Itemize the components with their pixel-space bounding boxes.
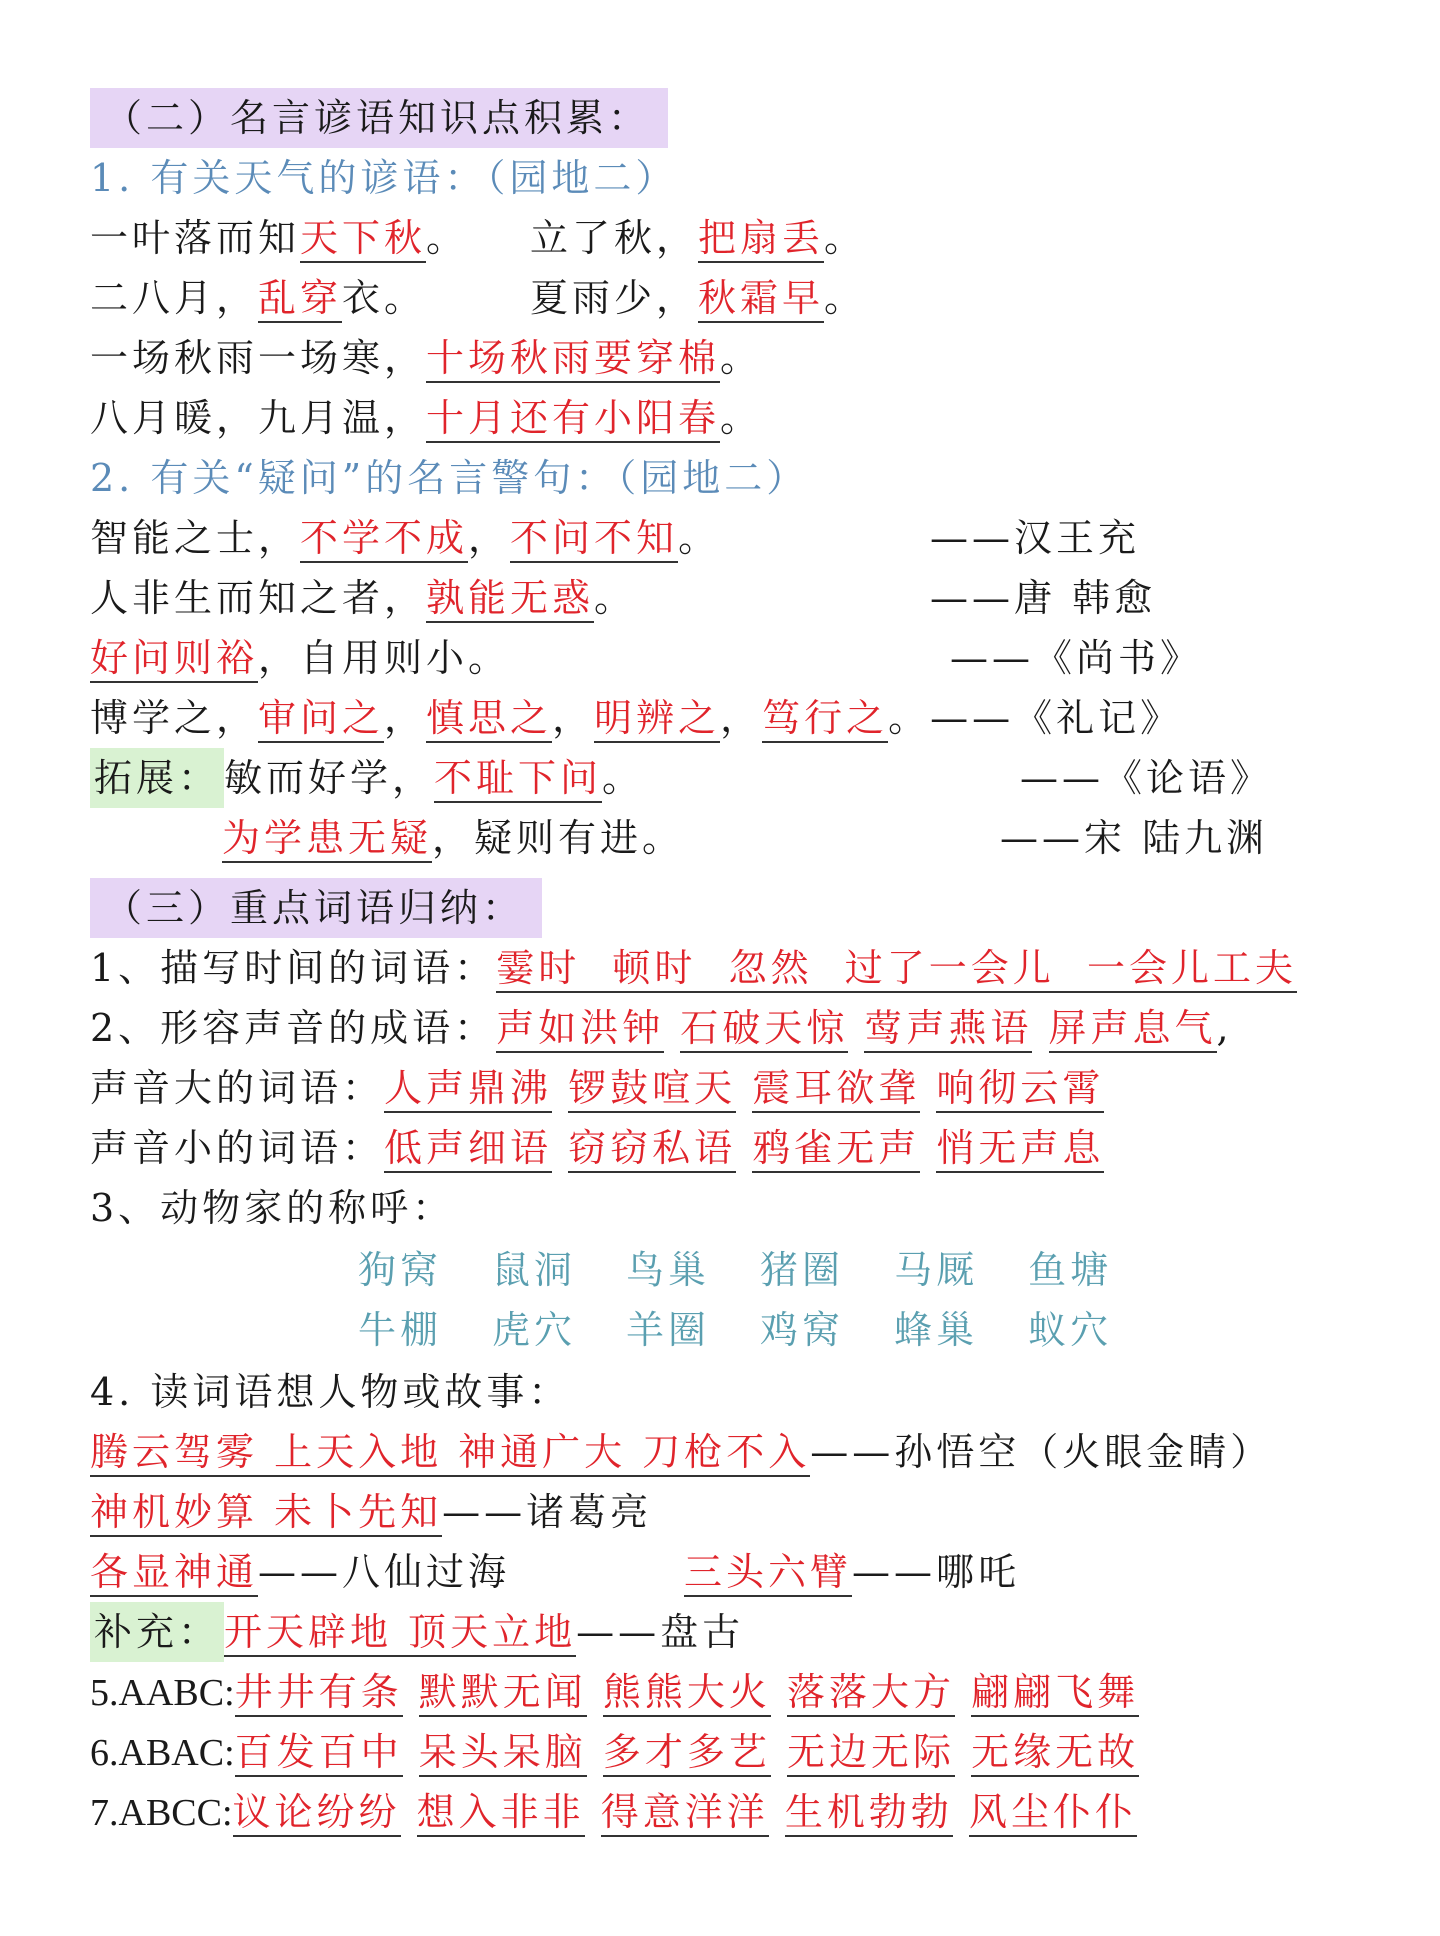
word: 石破天惊 — [680, 1006, 848, 1053]
word: 鸡窝 — [760, 1308, 845, 1352]
text: ， — [468, 516, 511, 560]
words-stories-label — [90, 1362, 1400, 1422]
label: 3、动物家的称呼： — [90, 1186, 455, 1230]
text: 。 — [678, 516, 721, 560]
quote-row-1 — [90, 508, 1400, 568]
word: 生机勃勃 — [785, 1790, 953, 1837]
answer: 开天辟地 顶天立地 — [224, 1610, 576, 1657]
text: ，自用则小。 — [258, 636, 511, 680]
text: 一叶落而知 — [90, 216, 301, 260]
word: 风尘仆仆 — [969, 1790, 1137, 1837]
word: 过了一会儿 — [844, 946, 1055, 990]
word: 无缘无故 — [971, 1730, 1139, 1777]
label: 4. 读词语想人物或故事： — [90, 1370, 571, 1414]
text: ——诸葛亮 — [442, 1490, 653, 1534]
story-row-2 — [90, 1482, 1400, 1542]
section-3-title: （三）重点词语归纳： — [90, 878, 542, 938]
word: 百发百中 — [235, 1730, 403, 1777]
word: 猪圈 — [760, 1248, 845, 1292]
answer: 明辨之 — [594, 696, 720, 743]
word: 蜂巢 — [894, 1308, 979, 1352]
animal-homes-row-1 — [358, 1240, 1400, 1300]
answer: 笃行之 — [762, 696, 888, 743]
word: 多才多艺 — [603, 1730, 771, 1777]
word: 马厩 — [894, 1248, 979, 1292]
text: ，疑则有进。 — [432, 816, 685, 860]
answer: 十场秋雨要穿棉 — [426, 336, 720, 383]
answer: 三头六臂 — [684, 1550, 852, 1597]
answer: 为学患无疑 — [222, 816, 432, 863]
text: ， — [720, 696, 763, 740]
word: 落落大方 — [787, 1670, 955, 1717]
answer: 腾云驾雾 上天入地 神通广大 刀枪不入 — [90, 1430, 810, 1477]
words-sound — [90, 998, 1400, 1058]
quote-row-5 — [90, 748, 1400, 808]
answer: 慎思之 — [426, 696, 552, 743]
word: 得意洋洋 — [601, 1790, 769, 1837]
proverb-row-1 — [90, 208, 1400, 268]
answer: 孰能无惑 — [426, 576, 594, 623]
word: 想入非非 — [417, 1790, 585, 1837]
words-quiet — [90, 1118, 1400, 1178]
answer: 天下秋 — [300, 216, 426, 263]
label: 7.ABCC: — [90, 1792, 233, 1834]
story-row-3 — [90, 1542, 1400, 1602]
text: 二八月， — [90, 276, 259, 320]
word: 鼠洞 — [492, 1248, 577, 1292]
section-2-header-row — [90, 88, 1400, 148]
text: 一场秋雨一场寒， — [90, 336, 427, 380]
text: 立了秋， — [530, 216, 699, 260]
word: 翩翩飞舞 — [971, 1670, 1139, 1717]
word: 牛棚 — [358, 1308, 443, 1352]
pattern-aabc — [90, 1662, 1400, 1722]
answer: 不耻下问 — [434, 756, 602, 803]
pattern-abcc — [90, 1782, 1400, 1842]
attribution: ——《尚书》 — [950, 636, 1203, 680]
word: 忽然 — [728, 946, 813, 990]
text: 人非生而知之者， — [90, 576, 427, 620]
quote-row-3 — [90, 628, 1400, 688]
text: 博学之， — [90, 696, 259, 740]
text: 。 — [720, 396, 763, 440]
text: 。 — [824, 276, 867, 320]
answer: 秋霜早 — [698, 276, 824, 323]
word: 人声鼎沸 — [384, 1066, 552, 1113]
attribution: ——汉王充 — [930, 516, 1141, 560]
label: 6.ABAC: — [90, 1732, 235, 1774]
word: 狗窝 — [358, 1248, 443, 1292]
answer: 不学不成 — [300, 516, 468, 563]
words-time — [90, 938, 1400, 998]
answer: 审问之 — [258, 696, 384, 743]
answer: 各显神通 — [90, 1550, 258, 1597]
word: 井井有条 — [235, 1670, 403, 1717]
attribution: 。——《礼记》 — [888, 696, 1183, 740]
subheading-weather: 1. 有关天气的谚语：（园地二） — [90, 156, 678, 200]
word: 锣鼓喧天 — [568, 1066, 736, 1113]
text: , — [1216, 1006, 1233, 1050]
section-2-title: （二）名言谚语知识点积累： — [90, 88, 668, 148]
word: 声如洪钟 — [496, 1006, 664, 1053]
animal-homes-row-2 — [358, 1300, 1400, 1360]
word: 霎时 — [496, 946, 581, 990]
label: 声音小的词语： — [90, 1126, 385, 1170]
answer: 好问则裕 — [90, 636, 258, 683]
answer: 不问不知 — [510, 516, 678, 563]
word-group — [496, 946, 1297, 993]
word: 屏声息气 — [1049, 1006, 1217, 1053]
label: 5.AABC: — [90, 1672, 235, 1714]
proverb-row-2 — [90, 268, 1400, 328]
text: 。 — [594, 576, 637, 620]
quote-row-6 — [90, 808, 1400, 868]
text: 衣。 — [342, 276, 427, 320]
attribution: ——宋 陆九渊 — [1000, 816, 1269, 860]
answer: 神机妙算 未卜先知 — [90, 1490, 442, 1537]
label: 1、描写时间的词语： — [90, 946, 497, 990]
text: 。 — [602, 756, 645, 800]
quote-row-2 — [90, 568, 1400, 628]
answer: 十月还有小阳春 — [426, 396, 720, 443]
word: 低声细语 — [384, 1126, 552, 1173]
text: ——哪吒 — [852, 1550, 1021, 1594]
word: 窃窃私语 — [568, 1126, 736, 1173]
text: 敏而好学， — [224, 756, 435, 800]
text: ， — [384, 696, 427, 740]
text: ——八仙过海 — [258, 1550, 511, 1594]
words-animal-homes-label — [90, 1178, 1400, 1238]
word: 蚁穴 — [1028, 1308, 1113, 1352]
attribution: ——唐 韩愈 — [930, 576, 1157, 620]
label: 声音大的词语： — [90, 1066, 385, 1110]
text: ， — [552, 696, 595, 740]
story-row-4 — [90, 1602, 1400, 1662]
extension-tag: 拓展： — [90, 748, 224, 808]
label: 2、形容声音的成语： — [90, 1006, 497, 1050]
word: 虎穴 — [492, 1308, 577, 1352]
word: 鸦雀无声 — [752, 1126, 920, 1173]
text: 。 — [426, 216, 469, 260]
proverb-row-4 — [90, 388, 1400, 448]
supplement-tag: 补充： — [90, 1602, 224, 1662]
word: 羊圈 — [626, 1308, 711, 1352]
text: ——盘古 — [576, 1610, 745, 1654]
word: 鱼塘 — [1028, 1248, 1113, 1292]
word: 震耳欲聋 — [752, 1066, 920, 1113]
proverb-row-3 — [90, 328, 1400, 388]
word: 默默无闻 — [419, 1670, 587, 1717]
word: 一会儿工夫 — [1086, 946, 1297, 990]
text: ——孙悟空（火眼金睛） — [810, 1430, 1273, 1474]
story-row-1 — [90, 1422, 1400, 1482]
word: 议论纷纷 — [233, 1790, 401, 1837]
word: 无边无际 — [787, 1730, 955, 1777]
text: 。 — [824, 216, 867, 260]
text: 。 — [720, 336, 763, 380]
word: 呆头呆脑 — [419, 1730, 587, 1777]
word: 熊熊大火 — [603, 1670, 771, 1717]
text: 夏雨少， — [530, 276, 699, 320]
pattern-abac — [90, 1722, 1400, 1782]
subheading-questions: 2. 有关“疑问”的名言警句：（园地二） — [90, 456, 809, 500]
answer: 乱穿 — [258, 276, 342, 323]
text: 八月暖，九月温， — [90, 396, 427, 440]
word: 莺声燕语 — [864, 1006, 1032, 1053]
words-loud — [90, 1058, 1400, 1118]
attribution: ——《论语》 — [1020, 756, 1273, 800]
text: 智能之士， — [90, 516, 301, 560]
word: 悄无声息 — [936, 1126, 1104, 1173]
answer: 把扇丢 — [698, 216, 824, 263]
word: 响彻云霄 — [936, 1066, 1104, 1113]
quote-row-4 — [90, 688, 1400, 748]
word: 顿时 — [612, 946, 697, 990]
section-3-header-row — [90, 878, 1400, 938]
word: 鸟巢 — [626, 1248, 711, 1292]
